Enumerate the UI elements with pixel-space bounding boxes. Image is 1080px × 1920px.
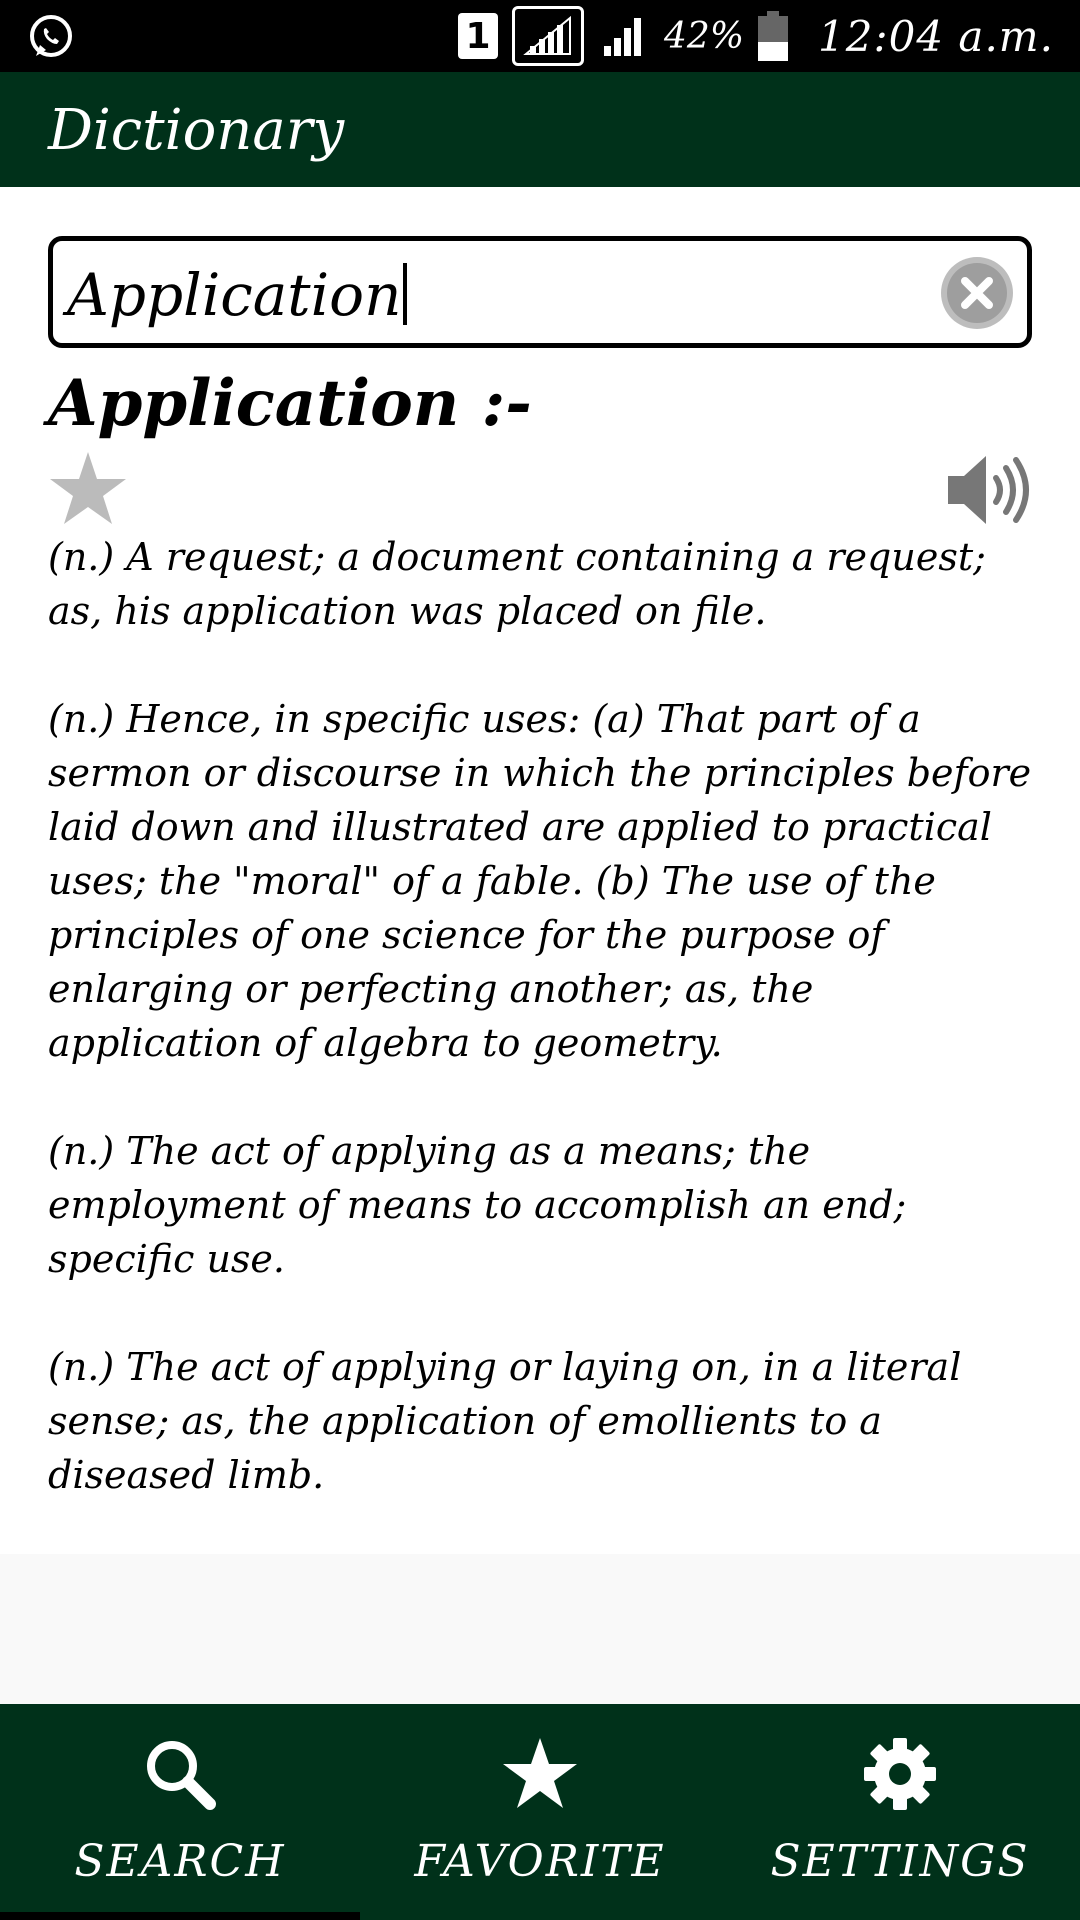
status-bar: [0, 0, 1080, 72]
star-icon: [500, 1734, 580, 1814]
definition-item: (n.) A request; a document containing a request; as, his application was placed on file.: [48, 535, 986, 633]
clock: 12:04 a.m.: [818, 11, 1054, 61]
star-icon: [48, 450, 128, 530]
empty-area: [0, 1554, 1080, 1704]
definitions-list: [48, 530, 1038, 1556]
nav-settings[interactable]: [720, 1704, 1080, 1920]
speaker-icon: [944, 452, 1034, 528]
definition-item: (n.) The act of applying as a means; the employment of means to accomplish an end; specific use.: [48, 1129, 907, 1281]
search-input-value: Application: [67, 261, 402, 329]
text-cursor: [403, 263, 407, 325]
nav-settings-label: SETTINGS: [770, 1836, 1030, 1887]
definition-item: (n.) Hence, in specific uses: (a) That part of a sermon or discourse in which the principles before laid down and illustrated are applied to practical uses; the "moral" of a fable. (b) The use of the principles of one science for the purpose of enlarging or perfecting another; as, the application of algebra to geometry.: [48, 697, 1032, 1065]
close-icon: [939, 255, 1015, 331]
nav-favorite[interactable]: [360, 1704, 720, 1920]
search-input[interactable]: [48, 236, 1032, 348]
favorite-button[interactable]: [48, 450, 128, 530]
nav-favorite-label: FAVORITE: [414, 1836, 666, 1887]
word-heading: Application :-: [48, 366, 532, 441]
bottom-nav: [0, 1704, 1080, 1920]
app-bar: [0, 72, 1080, 187]
whatsapp-icon: [26, 12, 76, 62]
clear-search-button[interactable]: [939, 255, 1015, 331]
battery-icon: [758, 11, 788, 61]
nav-search[interactable]: [0, 1704, 360, 1920]
signal-icon: [598, 10, 650, 62]
gear-icon: [860, 1734, 940, 1814]
sim-icon: 1: [458, 13, 498, 59]
nav-selected-indicator: [0, 1912, 360, 1920]
definition-item: (n.) The act of applying or laying on, in a literal sense; as, the application of emollients to a diseased limb.: [48, 1345, 962, 1497]
nav-search-label: SEARCH: [74, 1836, 286, 1887]
pronounce-button[interactable]: [944, 452, 1034, 528]
app-title: Dictionary: [48, 98, 345, 163]
battery-percent: 42%: [664, 15, 745, 57]
signal-icon: [512, 6, 584, 66]
search-icon: [140, 1734, 220, 1814]
